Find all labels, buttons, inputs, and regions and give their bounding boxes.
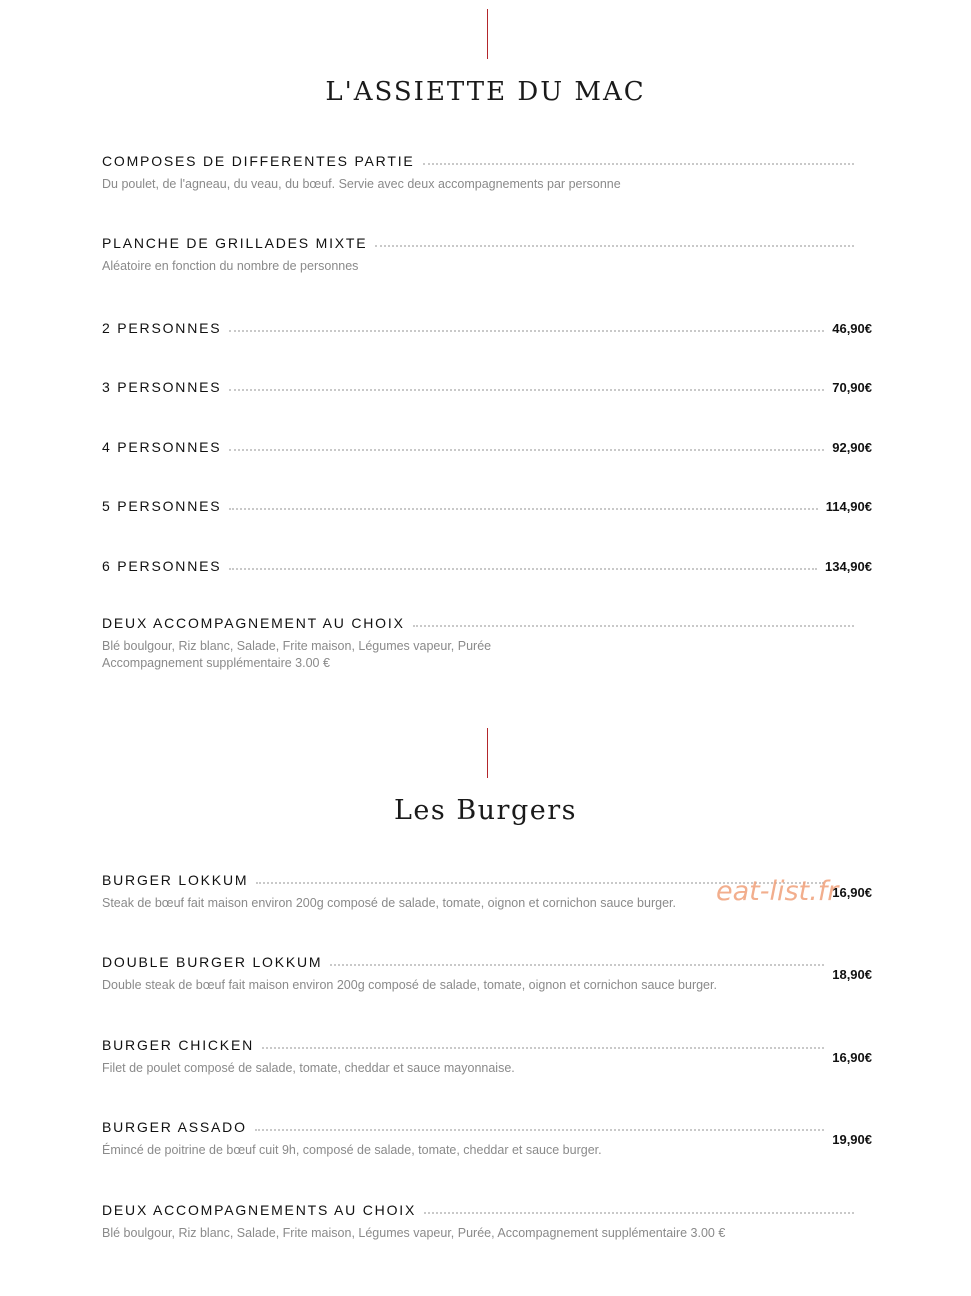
menu-item: [102, 437, 872, 455]
item-name: 4 PERSONNES: [102, 439, 222, 455]
item-description: Steak de bœuf fait maison environ 200g composé de salade, tomate, oignon et cornichon sauce burger.: [102, 896, 676, 910]
menu-item: [102, 151, 872, 193]
item-name: 2 PERSONNES: [102, 320, 222, 336]
item-price: 16,90€: [832, 885, 872, 900]
dot-leader: [262, 1046, 824, 1049]
item-name: DEUX ACCOMPAGNEMENT AU CHOIX: [102, 615, 405, 631]
menu-item: [102, 556, 872, 574]
item-description: Blé boulgour, Riz blanc, Salade, Frite maison, Légumes vapeur, Purée: [102, 639, 492, 653]
dot-leader: [424, 1211, 854, 1214]
watermark-logo: eat-list.fr: [716, 876, 839, 907]
item-description: Filet de poulet composé de salade, tomate, cheddar et sauce mayonnaise.: [102, 1061, 515, 1075]
menu-item: [102, 377, 872, 395]
item-price: 18,90€: [832, 967, 872, 982]
dot-leader: [330, 963, 824, 966]
section-divider-line: [487, 728, 488, 778]
dot-leader: [413, 624, 854, 627]
item-name: 6 PERSONNES: [102, 558, 222, 574]
item-description: Double steak de bœuf fait maison environ 200g composé de salade, tomate, oignon et cornichon sauce burger.: [102, 978, 717, 992]
dot-leader: [375, 244, 854, 247]
section-divider-line: [487, 9, 488, 59]
item-name: PLANCHE DE GRILLADES MIXTE: [102, 235, 368, 251]
section-title: Les Burgers: [393, 795, 577, 826]
item-price: 92,90€: [832, 440, 872, 455]
item-name: DEUX ACCOMPAGNEMENTS AU CHOIX: [102, 1202, 417, 1218]
item-name: DOUBLE BURGER LOKKUM: [102, 954, 323, 970]
item-price: 19,90€: [832, 1132, 872, 1147]
item-price: 114,90€: [825, 499, 872, 514]
menu-item: [102, 1200, 872, 1242]
section-title: L'ASSIETTE DU MAC: [325, 77, 646, 107]
menu-item: [102, 318, 872, 336]
item-name: BURGER ASSADO: [102, 1119, 247, 1135]
item-description: Aléatoire en fonction du nombre de personnes: [102, 259, 359, 273]
menu-item: [102, 952, 872, 994]
item-description-extra: Accompagnement supplémentaire 3.00 €: [102, 656, 330, 670]
dot-leader: [229, 388, 824, 391]
menu-item: [102, 1035, 872, 1077]
item-name: COMPOSES DE DIFFERENTES PARTIE: [102, 153, 415, 169]
item-name: 3 PERSONNES: [102, 379, 222, 395]
menu-item: [102, 496, 872, 514]
item-description: Émincé de poitrine de bœuf cuit 9h, composé de salade, tomate, cheddar et sauce burger.: [102, 1143, 602, 1157]
item-price: 16,90€: [832, 1050, 872, 1065]
item-name: BURGER LOKKUM: [102, 872, 249, 888]
menu-item: [102, 613, 872, 672]
item-price: 70,90€: [832, 380, 872, 395]
menu-item: [102, 233, 872, 275]
item-price: 46,90€: [832, 321, 872, 336]
item-price: 134,90€: [825, 559, 872, 574]
item-name: BURGER CHICKEN: [102, 1037, 254, 1053]
dot-leader: [229, 448, 824, 451]
dot-leader: [423, 162, 854, 165]
dot-leader: [229, 507, 817, 510]
item-description: Du poulet, de l'agneau, du veau, du bœuf. Servie avec deux accompagnements par personne: [102, 177, 621, 191]
item-name: 5 PERSONNES: [102, 498, 222, 514]
dot-leader: [255, 1128, 824, 1131]
dot-leader: [229, 329, 824, 332]
menu-item: [102, 1117, 872, 1159]
item-description: Blé boulgour, Riz blanc, Salade, Frite maison, Légumes vapeur, Purée, Accompagnement supplémentaire 3.00 €: [102, 1226, 726, 1240]
dot-leader: [229, 567, 817, 570]
